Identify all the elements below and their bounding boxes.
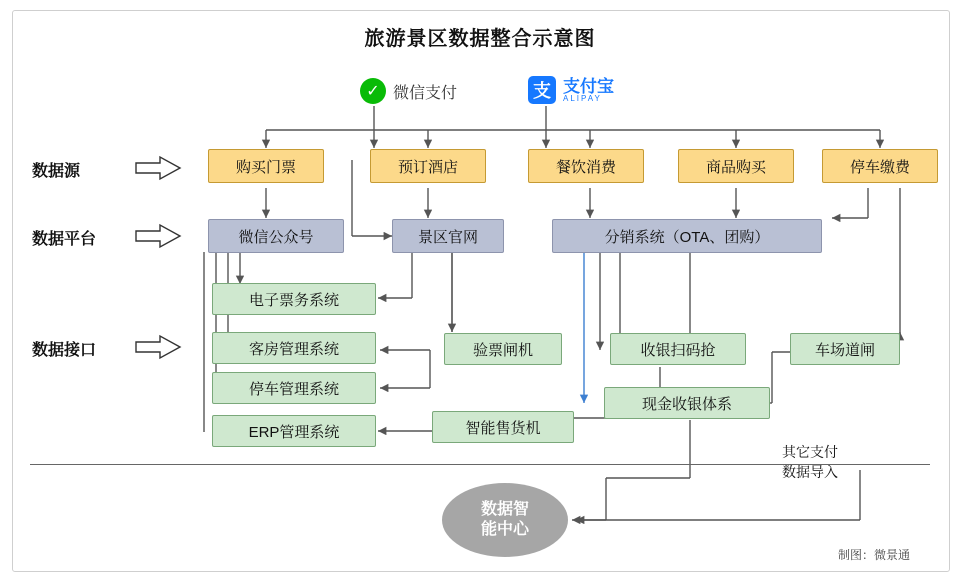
node-interface-eticket[interactable]: 电子票务系统 [212,283,376,315]
row-arrow-2 [134,223,184,249]
row-arrow-1 [134,155,184,181]
node-source-goods[interactable]: 商品购买 [678,149,794,183]
alipay-label: 支付宝 [563,76,614,96]
other-payment-note-line1: 其它支付 [782,444,838,460]
node-data-intelligence-center[interactable] [442,483,568,557]
node-source-tickets[interactable]: 购买门票 [208,149,324,183]
node-interface-scan-pos[interactable]: 收银扫码抢 [610,333,746,365]
node-platform-distribution[interactable]: 分销系统（OTA、团购） [552,219,822,253]
alipay-icon: 支 [528,76,556,104]
node-platform-official-site[interactable]: 景区官网 [392,219,504,253]
wechat-pay-label: 微信支付 [393,84,458,102]
node-source-parking[interactable]: 停车缴费 [822,149,938,183]
credit-label: 制图：微景通 [838,548,911,562]
other-payment-note [782,442,838,483]
node-interface-parking-mgmt[interactable]: 停车管理系统 [212,372,376,404]
row-label-data-interface: 数据接口 [32,342,97,359]
node-interface-cash-pos[interactable]: 现金收银体系 [604,387,770,419]
alipay-sublabel: ALIPAY [563,93,602,103]
node-interface-room-mgmt[interactable]: 客房管理系统 [212,332,376,364]
check-circle-icon: ✓ [360,78,386,104]
node-source-hotel[interactable]: 预订酒店 [370,149,486,183]
center-line-1: 数据智 [480,501,529,518]
center-line-2: 能中心 [480,521,529,538]
node-source-dining[interactable]: 餐饮消费 [528,149,644,183]
row-arrow-3 [134,334,184,360]
other-payment-note-line2: 数据导入 [782,464,838,481]
node-interface-ticket-gate[interactable]: 验票闸机 [444,333,562,365]
row-label-data-platform: 数据平台 [32,231,97,248]
node-interface-vending-machine[interactable]: 智能售货机 [432,411,574,443]
node-interface-erp[interactable]: ERP管理系统 [212,415,376,447]
row-label-data-source: 数据源 [32,163,81,180]
node-platform-wechat-official[interactable]: 微信公众号 [208,219,344,253]
node-interface-parking-barrier[interactable]: 车场道闸 [790,333,900,365]
page-title: 旅游景区数据整合示意图 [364,28,596,50]
